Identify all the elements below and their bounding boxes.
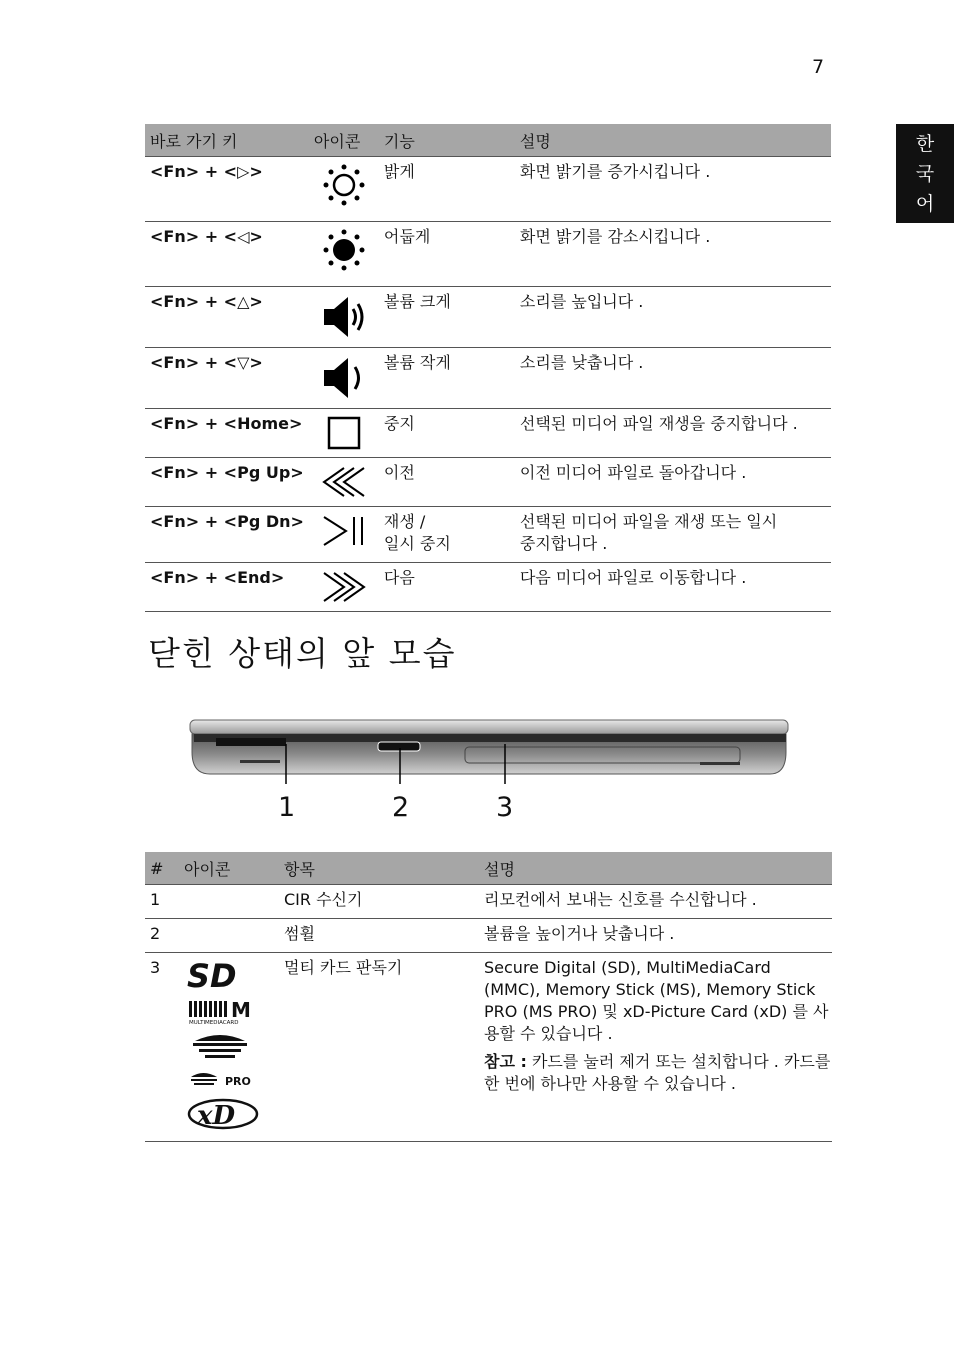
svg-text:SD: SD [187, 957, 237, 993]
note [484, 1051, 832, 1095]
table-row [145, 885, 832, 919]
header-description: 설명 [515, 124, 831, 157]
language-tab-char: 국 [915, 162, 935, 185]
svg-text:PRO: PRO [225, 1075, 251, 1088]
function-label: 중지 [379, 409, 515, 458]
description-text: Secure Digital (SD), MultiMediaCard (MMC), Memory Stick (MS), Memory Stick PRO (MS PRO) 및 xD-Picture Card (xD) 를 사용할 수 있습니다 . [484, 958, 829, 1043]
memory-stick-pro-logo [185, 1067, 279, 1097]
table-row [145, 222, 831, 287]
function-label: 밝게 [379, 157, 515, 222]
function-label: 어둡게 [379, 222, 515, 287]
icon-cell-empty [179, 885, 279, 919]
description-text: 화면 밝기를 증가시킵니다 . [515, 157, 831, 222]
description-text: 화면 밝기를 감소시킵니다 . [515, 222, 831, 287]
row-number: 3 [145, 953, 179, 1142]
shortcut-key: <Fn> + <Home> [145, 409, 309, 458]
header-icon: 아이콘 [179, 852, 279, 885]
header-function: 기능 [379, 124, 515, 157]
svg-text:M: M [231, 999, 251, 1022]
shortcut-key: <Fn> + <Pg Up> [145, 458, 309, 507]
stop-icon [326, 436, 362, 455]
hotkey-table [145, 124, 831, 612]
table-row [145, 409, 831, 458]
function-label: 다음 [379, 563, 515, 612]
shortcut-key: <Fn> + <Pg Dn> [145, 507, 309, 563]
header-number: # [145, 852, 179, 885]
header-icon: 아이콘 [309, 124, 379, 157]
description-text: 선택된 미디어 파일을 재생 또는 일시 중지합니다 . [515, 507, 831, 563]
shortcut-key: <Fn> + <△> [145, 287, 309, 348]
note-text: 카드를 눌러 제거 또는 설치합니다 . 카드를 한 번에 하나만 사용할 수 있습니다 . [484, 1052, 831, 1093]
laptop-front-view-illustration [180, 712, 800, 791]
memory-stick-logo [185, 1031, 279, 1067]
function-label: 재생 / 일시 중지 [379, 507, 515, 563]
function-label: 볼륨 작게 [379, 348, 515, 409]
shortcut-key: <Fn> + <◁> [145, 222, 309, 287]
multimediacard-logo [185, 999, 279, 1031]
note-label: 참고 : [484, 1052, 527, 1071]
header-shortcut: 바로 가기 키 [145, 124, 309, 157]
description-text: 볼륨을 높이거나 낮춥니다 . [479, 919, 832, 953]
language-tab [896, 124, 954, 223]
language-tab-char: 어 [915, 192, 935, 215]
front-features-table [145, 852, 832, 1142]
volume-up-icon [320, 326, 368, 345]
description-cell [479, 953, 832, 1142]
description-text: 소리를 높입니다 . [515, 287, 831, 348]
table-row [145, 458, 831, 507]
table-row [145, 919, 832, 953]
play-pause-icon [320, 534, 368, 553]
callout-1: 1 [278, 792, 296, 823]
volume-down-icon [320, 387, 368, 406]
header-item: 항목 [279, 852, 479, 885]
brightness-down-icon [322, 257, 366, 276]
svg-text:xD: xD [197, 1101, 236, 1131]
description-text: 리모컨에서 보내는 신호를 수신합니다 . [479, 885, 832, 919]
card-logos [179, 953, 279, 1142]
brightness-up-icon [322, 192, 366, 211]
shortcut-key: <Fn> + <▽> [145, 348, 309, 409]
svg-text:MULTIMEDIACARD: MULTIMEDIACARD [189, 1020, 239, 1025]
page-number: 7 [812, 56, 825, 78]
description-text: 다음 미디어 파일로 이동합니다 . [515, 563, 831, 612]
header-description: 설명 [479, 852, 832, 885]
shortcut-key: <Fn> + <▷> [145, 157, 309, 222]
row-number: 1 [145, 885, 179, 919]
table-row [145, 348, 831, 409]
shortcut-key: <Fn> + <End> [145, 563, 309, 612]
function-label: 이전 [379, 458, 515, 507]
sd-card-logo [185, 957, 279, 999]
description-text: 소리를 낮춥니다 . [515, 348, 831, 409]
next-icon [320, 590, 368, 609]
table-row [145, 287, 831, 348]
icon-cell-empty [179, 919, 279, 953]
function-label: 볼륨 크게 [379, 287, 515, 348]
row-number: 2 [145, 919, 179, 953]
section-title: 닫힌 상태의 앞 모습 [148, 634, 457, 673]
description-text: 이전 미디어 파일로 돌아갑니다 . [515, 458, 831, 507]
item-label: 멀티 카드 판독기 [279, 953, 479, 1142]
table-row [145, 157, 831, 222]
description-text: 선택된 미디어 파일 재생을 중지합니다 . [515, 409, 831, 458]
previous-icon [320, 485, 368, 504]
language-tab-char: 한 [915, 132, 935, 155]
table-row [145, 507, 831, 563]
table-row [145, 563, 831, 612]
table-row [145, 953, 832, 1142]
item-label: CIR 수신기 [279, 885, 479, 919]
table-header-row [145, 852, 832, 885]
xd-picture-card-logo [185, 1097, 279, 1137]
table-header-row [145, 124, 831, 157]
item-label: 썸휠 [279, 919, 479, 953]
callout-3: 3 [496, 792, 514, 823]
callout-2: 2 [392, 792, 410, 823]
